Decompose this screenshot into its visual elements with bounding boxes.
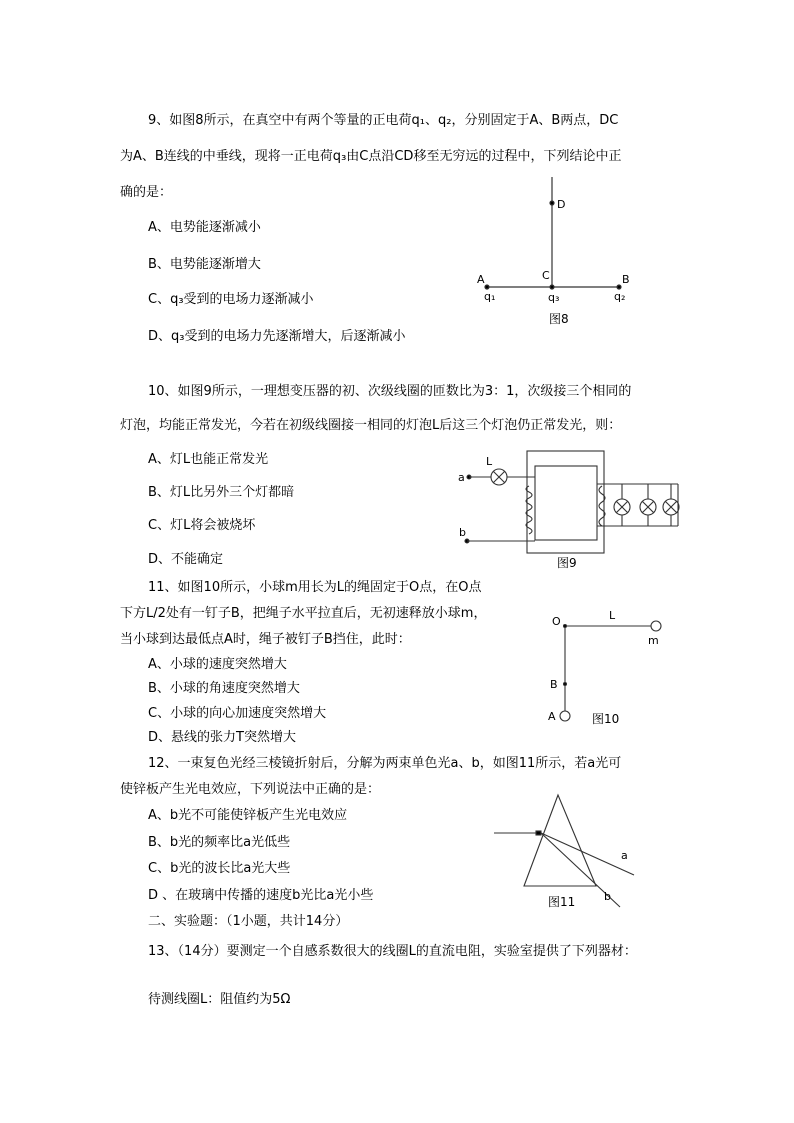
q12-line-2: 使锌板产生光电效应，下列说法中正确的是： [120,782,381,797]
q10-line-2: 灯泡，均能正常发光，今若在初级线圈接一相同的灯泡L后这三个灯泡仍正常发光，则： [120,418,622,433]
q11-line-1: 11、如图10所示，小球m用长为L的绳固定于O点，在O点 [148,580,482,595]
fig11-label-a: a [621,849,628,862]
q9-option-a: A、电势能逐渐减小 [148,220,261,235]
fig10-label-m: m [648,634,659,647]
q10-option-c: C、灯L将会被烧坏 [148,518,256,533]
fig10-label-l: L [609,609,616,622]
q12-option-a: A、b光不可能使锌板产生光电效应 [148,808,348,823]
fig10-label-a: A [548,710,556,723]
figure-9 [465,451,679,553]
point-a [485,285,489,289]
nail-b [564,683,567,686]
lamp-l [491,469,507,485]
q10-line-1: 10、如图9所示，一理想变压器的初、次级线圈的匝数比为3：1，次级接三个相同的 [148,384,632,399]
fig8-caption: 图8 [549,312,569,326]
section-heading: 二、实验题：（1小题，共计14分） [148,914,349,929]
point-c [550,285,554,289]
q10-option-d: D、不能确定 [148,552,224,567]
q11-option-a: A、小球的速度突然增大 [148,657,287,672]
q10-option-b: B、灯L比另外三个灯都暗 [148,485,295,500]
q11-option-c: C、小球的向心加速度突然增大 [148,706,327,721]
fig8-label-b: B [622,273,630,286]
q12-option-d: D 、在玻璃中传播的速度b光比a光小些 [148,888,374,903]
q9-line-2: 为A、B连线的中垂线，现将一正电荷q₃由C点沿CD移至无穷远的过程中，下列结论中正 [120,149,622,164]
q9-option-c: C、q₃受到的电场力逐渐减小 [148,292,314,307]
figure-8 [485,177,621,289]
q11-option-b: B、小球的角速度突然增大 [148,681,300,696]
fig9-label-b: b [459,526,466,539]
fig8-label-q2: q₂ [614,290,626,303]
q11-line-3: 当小球到达最低点A时，绳子被钉子B挡住，此时： [120,632,411,647]
point-b [617,285,621,289]
ball-m [651,621,661,631]
ball-a [560,711,570,721]
q11-line-2: 下方L/2处有一钉子B，把绳子水平拉直后，无初速释放小球m， [120,606,487,621]
q13-line: 13、（14分）要测定一个自感系数很大的线圈L的直流电阻，实验室提供了下列器材： [148,944,637,959]
fig11-caption: 图11 [548,895,576,909]
fig9-label-a: a [458,471,465,484]
fig10-caption: 图10 [592,712,620,726]
q9-option-b: B、电势能逐渐增大 [148,257,261,272]
prism [524,795,596,886]
secondary-lamps [614,484,679,526]
q12-option-c: C、b光的波长比a光大些 [148,861,291,876]
point-d [550,201,554,205]
fig8-label-q1: q₁ [484,290,496,303]
q10-option-a: A、灯L也能正常发光 [148,452,269,467]
q11-option-d: D、悬线的张力T突然增大 [148,730,296,745]
q9-line-3: 确的是： [120,185,173,200]
fig8-label-d: D [557,198,566,211]
fig11-label-b: b [604,890,611,903]
fig8-label-c: C [542,269,550,282]
fig9-label-l: L [486,455,493,468]
q12-line-1: 12、一束复色光经三棱镜折射后，分解为两束单色光a、b，如图11所示，若a光可 [148,756,622,771]
figure-11 [494,795,634,907]
fig8-label-q3: q₃ [548,291,560,304]
fig10-label-o: O [552,615,561,628]
q9-option-d: D、q₃受到的电场力先逐渐增大，后逐渐减小 [148,329,406,344]
q9-line-1: 9、如图8所示，在真空中有两个等量的正电荷q₁、q₂，分别固定于A、B两点，DC [148,113,619,128]
fig10-label-b: B [550,678,558,691]
q13-item-1: 待测线圈L：阻值约为5Ω [148,992,291,1007]
fig8-label-a: A [477,273,485,286]
q12-option-b: B、b光的频率比a光低些 [148,835,291,850]
fig9-caption: 图9 [557,556,577,570]
figure-10 [560,621,661,721]
